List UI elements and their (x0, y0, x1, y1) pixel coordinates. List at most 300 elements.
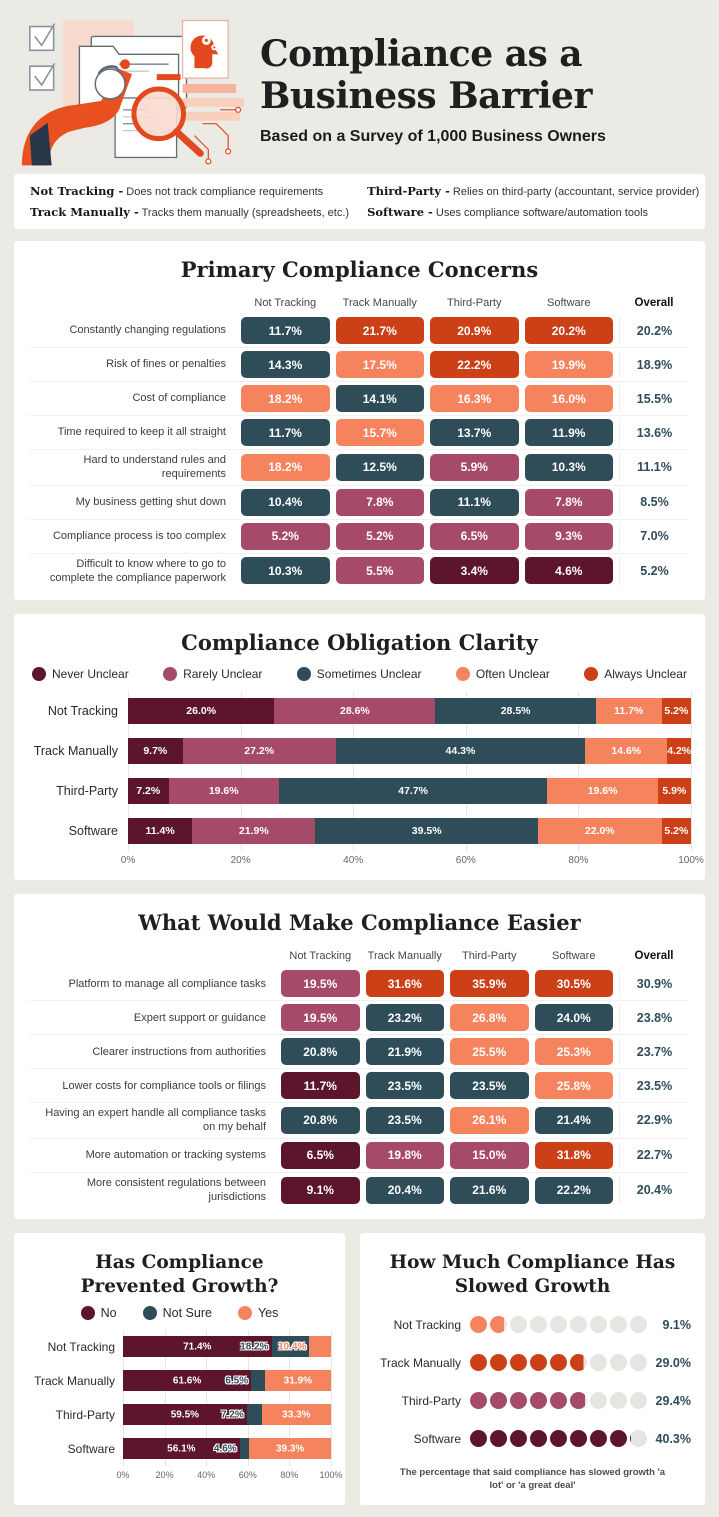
bar-segment (658, 778, 691, 804)
value-cell: 23.2% (366, 1004, 445, 1031)
axis-tick: 80% (568, 855, 589, 867)
value-cell: 9.1% (281, 1177, 360, 1204)
x-axis (116, 1468, 343, 1483)
segment-value: 4.2% (667, 745, 692, 758)
table-row (30, 416, 689, 450)
bar-segment (247, 1404, 262, 1425)
value-cell: 20.4% (366, 1177, 445, 1204)
segment-value: 5.9% (662, 785, 687, 798)
segment-value: 14.6% (611, 745, 642, 758)
value-cell: 21.7% (336, 317, 425, 344)
value-cell: 19.8% (366, 1142, 445, 1169)
bar-row (128, 771, 691, 811)
definition-desc: Relies on third-party (accountant, service provider) (449, 186, 700, 198)
table-row (30, 1173, 689, 1208)
table-header-row (30, 294, 689, 314)
legend-dot (163, 667, 177, 681)
panel-compliance-easier (14, 894, 705, 1219)
definition-item (367, 184, 699, 198)
value-cell: 25.8% (535, 1072, 614, 1099)
dot (610, 1392, 627, 1409)
table-header-row (30, 947, 689, 967)
checkbox-icon (30, 24, 55, 90)
row-label: Platform to manage all compliance tasks (68, 977, 266, 990)
row-label: More automation or tracking systems (85, 1149, 266, 1162)
dot (590, 1430, 607, 1447)
bar-segment (128, 778, 169, 804)
bar-segment (315, 818, 537, 844)
axis-tick: 60% (455, 855, 476, 867)
dot (550, 1430, 567, 1447)
value-cell: 24.0% (535, 1004, 614, 1031)
clarity-chart (28, 667, 704, 868)
bar-row (123, 1398, 331, 1432)
panel-title: Compliance Obligation Clarity (181, 630, 538, 656)
segment-value: 56.1% (167, 1443, 196, 1455)
panel-title (374, 1251, 691, 1297)
table-row (30, 486, 689, 520)
dot-track (470, 1430, 647, 1447)
dot (550, 1316, 567, 1333)
legend-dot (297, 667, 311, 681)
panel-primary-concerns (14, 241, 705, 600)
value-cell: 11.1% (430, 489, 519, 516)
dot (570, 1430, 587, 1447)
bar-segment (192, 818, 315, 844)
category-label: Third-Party (55, 1407, 115, 1422)
dot (630, 1316, 647, 1333)
brain-gears-icon (183, 21, 229, 79)
bar-segment (585, 738, 667, 764)
dot (530, 1354, 547, 1371)
column-header: Track Manually (367, 950, 442, 963)
value-cell: 31.6% (366, 970, 445, 997)
category-label: Software (67, 1441, 115, 1456)
legend-label: Yes (257, 1305, 279, 1320)
overall-value: 11.1% (619, 453, 689, 482)
legend-item (238, 1306, 278, 1320)
legend-dot (32, 667, 46, 681)
definition-item (30, 184, 349, 198)
segment-value: 44.3% (445, 745, 476, 758)
panel-title: What Would Make Compliance Easier (138, 910, 581, 936)
table-row (30, 348, 689, 382)
bar-segment (183, 738, 336, 764)
overall-value: 15.5% (619, 385, 689, 412)
value-cell: 6.5% (430, 523, 519, 550)
bar-track (123, 1336, 331, 1357)
value-cell: 18.2% (241, 454, 330, 481)
title-line-2: Slowed Growth (454, 1275, 611, 1297)
panel-title (28, 1251, 331, 1297)
bar-segment (169, 778, 279, 804)
segment-value: 26.0% (186, 705, 217, 718)
title-line-2: Business Barrier (260, 74, 592, 117)
value-cell: 14.1% (336, 385, 425, 412)
row-label: Compliance process is too complex (52, 529, 226, 542)
legend-item (297, 667, 422, 681)
axis-tick: 100% (319, 1469, 343, 1480)
value-cell: 21.9% (366, 1038, 445, 1065)
dot-track (470, 1354, 647, 1371)
chart-caption: The percentage that said compliance has slowed growth 'a lot' or 'a great deal' (399, 1466, 666, 1492)
bar-segment (538, 818, 662, 844)
bar-track (123, 1370, 331, 1391)
dot (510, 1430, 527, 1447)
definition-desc: Tracks them manually (spreadsheets, etc.) (138, 207, 350, 219)
value-cell: 20.2% (525, 317, 614, 344)
table-row (30, 1001, 689, 1035)
gridline (331, 1330, 332, 1466)
legend-label: No (100, 1305, 117, 1320)
dot (590, 1354, 607, 1371)
legend (32, 1306, 327, 1320)
overall-value: 20.4% (619, 1176, 689, 1205)
dot (530, 1316, 547, 1333)
axis-tick: 80% (280, 1469, 299, 1480)
bar-segment (128, 738, 183, 764)
segment-value: 21.9% (238, 825, 269, 838)
segment-value: 11.4% (145, 825, 175, 838)
dot (630, 1430, 647, 1447)
table-row (30, 1069, 689, 1103)
category-label: Track Manually (33, 744, 118, 759)
definition-term: Track Manually - (30, 205, 139, 219)
panel-obligation-clarity (14, 614, 705, 880)
bar-row (123, 1432, 331, 1466)
concerns-table (28, 294, 691, 588)
definition-desc: Does not track compliance requirements (123, 186, 324, 198)
row-label: Having an expert handle all compliance tasks on my behalf (45, 1107, 266, 1134)
category-label: Track Manually (34, 1373, 115, 1388)
column-header: Software (552, 950, 596, 963)
value-label: 40.3% (655, 1431, 691, 1446)
value-cell: 21.4% (535, 1107, 614, 1134)
definition-term: Not Tracking - (30, 184, 124, 198)
value-cell: 17.5% (336, 351, 425, 378)
title-line-1: How Much Compliance Has (389, 1252, 676, 1274)
value-cell: 26.1% (450, 1107, 529, 1134)
value-cell: 30.5% (535, 970, 614, 997)
category-label: Track Manually (380, 1355, 461, 1370)
overall-value: 22.7% (619, 1142, 689, 1169)
overall-value: 5.2% (619, 557, 689, 586)
overall-value: 13.6% (619, 419, 689, 446)
value-cell: 10.3% (525, 454, 614, 481)
dot-row (374, 1382, 691, 1420)
bar-segment (435, 698, 595, 724)
panel-slowed-growth (360, 1233, 705, 1505)
legend-item (163, 667, 262, 681)
bar-row (128, 811, 691, 851)
segment-value: 19.6% (208, 785, 239, 798)
bar-row (128, 731, 691, 771)
legend-item (584, 667, 687, 681)
value-cell: 16.3% (430, 385, 519, 412)
value-label: 29.4% (655, 1393, 691, 1408)
value-cell: 15.0% (450, 1142, 529, 1169)
segment-value: 7.2% (220, 1409, 244, 1421)
list-bars (183, 84, 244, 121)
value-cell: 14.3% (241, 351, 330, 378)
table-row (30, 314, 689, 348)
definition-item (367, 205, 699, 219)
bar-segment (240, 1438, 250, 1459)
value-cell: 5.5% (336, 557, 425, 584)
bar-segment (596, 698, 662, 724)
value-cell: 6.5% (281, 1142, 360, 1169)
legend-item (143, 1306, 212, 1320)
bar-track (128, 818, 691, 844)
legend-label: Always Unclear (604, 667, 687, 682)
plot-area (123, 1330, 331, 1466)
dot-row (374, 1420, 691, 1458)
bar-segment (309, 1336, 331, 1357)
dot-row (374, 1344, 691, 1382)
dot (590, 1316, 607, 1333)
overall-value: 20.2% (619, 317, 689, 344)
value-cell: 25.3% (535, 1038, 614, 1065)
value-cell: 20.8% (281, 1038, 360, 1065)
dot (530, 1430, 547, 1447)
value-cell: 11.7% (281, 1072, 360, 1099)
value-cell: 5.2% (336, 523, 425, 550)
value-cell: 11.9% (525, 419, 614, 446)
dot (630, 1392, 647, 1409)
bottom-row (14, 1233, 705, 1505)
value-cell: 18.2% (241, 385, 330, 412)
slowed-dot-chart (374, 1306, 691, 1458)
column-header: Software (547, 297, 591, 309)
segment-value: 6.5% (225, 1375, 249, 1387)
overall-value: 22.9% (619, 1106, 689, 1135)
legend-label: Rarely Unclear (183, 667, 263, 682)
dot (470, 1430, 487, 1447)
bar-track (128, 738, 691, 764)
bar-track (123, 1438, 331, 1459)
bar-segment (662, 818, 691, 844)
dot (570, 1392, 587, 1409)
bar-track (123, 1404, 331, 1425)
segment-value: 5.2% (664, 705, 689, 718)
axis-tick: 100% (678, 855, 704, 867)
legend-item (456, 667, 550, 681)
bar-segment (128, 818, 192, 844)
header (0, 0, 719, 174)
segment-value: 71.4% (183, 1341, 212, 1353)
row-label: Lower costs for compliance tools or filings (62, 1079, 266, 1092)
dot (610, 1354, 627, 1371)
dot (490, 1316, 507, 1333)
column-header: Third-Party (447, 297, 502, 309)
bar-segment (251, 1370, 265, 1391)
bar-segment (279, 778, 548, 804)
row-label: Hard to understand rules and requirements (83, 454, 226, 481)
table-row (30, 450, 689, 486)
legend-dot (238, 1306, 252, 1320)
bar-track (128, 698, 691, 724)
value-cell: 19.5% (281, 1004, 360, 1031)
value-cell: 26.8% (450, 1004, 529, 1031)
row-label: My business getting shut down (75, 495, 226, 508)
category-label: Third-Party (56, 784, 118, 799)
overall-value: 7.0% (619, 523, 689, 550)
legend-item (81, 1306, 117, 1320)
value-cell: 9.3% (525, 523, 614, 550)
category-labels (28, 1330, 123, 1466)
value-cell: 16.0% (525, 385, 614, 412)
table-row (30, 1103, 689, 1139)
dot (470, 1316, 487, 1333)
header-text (254, 34, 699, 147)
axis-tick: 0% (116, 1469, 130, 1480)
segment-value: 31.9% (283, 1375, 312, 1387)
column-header: Third-Party (462, 950, 517, 963)
value-cell: 35.9% (450, 970, 529, 997)
dot (550, 1354, 567, 1371)
segment-value: 33.3% (282, 1409, 311, 1421)
segment-value: 28.6% (339, 705, 370, 718)
value-cell: 10.4% (241, 489, 330, 516)
table-row (30, 554, 689, 589)
bar-track (128, 778, 691, 804)
row-label: More consistent regulations between jurisdictions (86, 1176, 266, 1204)
value-cell: 11.7% (241, 419, 330, 446)
segment-value: 10.4% (278, 1341, 307, 1353)
bar-segment (336, 738, 585, 764)
title-line-1: Has Compliance (95, 1252, 264, 1274)
value-cell: 25.5% (450, 1038, 529, 1065)
legend-dot (143, 1306, 157, 1320)
title-line-2: Prevented Growth? (80, 1275, 279, 1297)
category-label: Third-Party (401, 1393, 461, 1408)
segment-value: 18.2% (240, 1341, 269, 1353)
title-line-1: Compliance as a (260, 32, 583, 75)
dot (570, 1354, 587, 1371)
value-cell: 19.9% (525, 351, 614, 378)
dot (470, 1354, 487, 1371)
dot-track (470, 1392, 647, 1409)
segment-value: 39.5% (411, 825, 442, 838)
definition-term: Third-Party - (367, 184, 450, 198)
table-row (30, 967, 689, 1001)
value-cell: 23.5% (366, 1072, 445, 1099)
category-label: Not Tracking (47, 1339, 115, 1354)
axis-tick: 20% (155, 1469, 174, 1480)
panel-title: Primary Compliance Concerns (180, 257, 539, 282)
row-label: Clearer instructions from authorities (92, 1045, 266, 1058)
dot (510, 1316, 527, 1333)
table-row (30, 520, 689, 554)
overall-value: 8.5% (619, 489, 689, 516)
table-row (30, 1139, 689, 1173)
row-label: Risk of fines or penalties (106, 358, 226, 371)
plot-area (128, 691, 691, 851)
dot-track (470, 1316, 647, 1333)
definitions-box (14, 174, 705, 229)
value-cell: 31.8% (535, 1142, 614, 1169)
row-label: Constantly changing regulations (69, 324, 226, 337)
row-label: Cost of compliance (132, 392, 226, 405)
dot (490, 1392, 507, 1409)
value-cell: 15.7% (336, 419, 425, 446)
column-header: Overall (634, 950, 674, 963)
table-row (30, 1035, 689, 1069)
value-cell: 23.5% (366, 1107, 445, 1134)
value-cell: 20.8% (281, 1107, 360, 1134)
definition-item (30, 205, 349, 219)
overall-value: 23.5% (619, 1072, 689, 1099)
dot (630, 1354, 647, 1371)
column-header: Track Manually (342, 297, 417, 309)
axis-tick: 40% (197, 1469, 216, 1480)
value-label: 29.0% (655, 1355, 691, 1370)
definitions-grid (30, 184, 700, 219)
overall-value: 30.9% (619, 970, 689, 997)
row-label: Time required to keep it all straight (57, 426, 226, 439)
value-cell: 7.8% (525, 489, 614, 516)
axis-tick: 40% (343, 855, 364, 867)
segment-value: 61.6% (172, 1375, 202, 1387)
legend-label: Not Sure (162, 1305, 212, 1320)
dot (470, 1392, 487, 1409)
column-header: Not Tracking (289, 950, 352, 963)
legend (32, 667, 687, 681)
category-label: Software (413, 1431, 461, 1446)
value-cell: 22.2% (535, 1177, 614, 1204)
segment-value: 39.3% (275, 1443, 305, 1455)
row-label: Difficult to know where to go to complete the compliance paperwork (49, 557, 226, 584)
dot (510, 1354, 527, 1371)
legend-label: Sometimes Unclear (316, 667, 422, 682)
category-label: Not Tracking (47, 704, 118, 719)
value-cell: 21.6% (450, 1177, 529, 1204)
dot (530, 1392, 547, 1409)
value-cell: 22.2% (430, 351, 519, 378)
bar-segment (547, 778, 657, 804)
segment-value: 59.5% (170, 1409, 200, 1421)
value-cell: 3.4% (430, 557, 519, 584)
definition-term: Software - (367, 205, 433, 219)
bar-row (123, 1364, 331, 1398)
dot (610, 1430, 627, 1447)
segment-value: 11.7% (614, 705, 644, 718)
segment-value: 28.5% (500, 705, 531, 718)
value-cell: 7.8% (336, 489, 425, 516)
overall-value: 23.8% (619, 1004, 689, 1031)
axis-tick: 60% (238, 1469, 257, 1480)
dot (550, 1392, 567, 1409)
page-title (260, 34, 699, 118)
bar-row (128, 691, 691, 731)
value-label: 9.1% (662, 1317, 691, 1332)
segment-value: 4.6% (213, 1443, 237, 1455)
bar-segment (662, 698, 691, 724)
category-label: Not Tracking (393, 1317, 461, 1332)
stacked-bar-chart (28, 1330, 331, 1466)
legend-dot (456, 667, 470, 681)
dot (570, 1316, 587, 1333)
axis-tick: 20% (230, 855, 251, 867)
value-cell: 20.9% (430, 317, 519, 344)
row-label: Expert support or guidance (133, 1011, 266, 1024)
easier-table (28, 947, 691, 1207)
page-subtitle: Based on a Survey of 1,000 Business Owners (260, 128, 606, 146)
legend-item (32, 667, 129, 681)
legend-label: Never Unclear (52, 667, 129, 682)
value-cell: 13.7% (430, 419, 519, 446)
column-header: Overall (634, 297, 674, 309)
